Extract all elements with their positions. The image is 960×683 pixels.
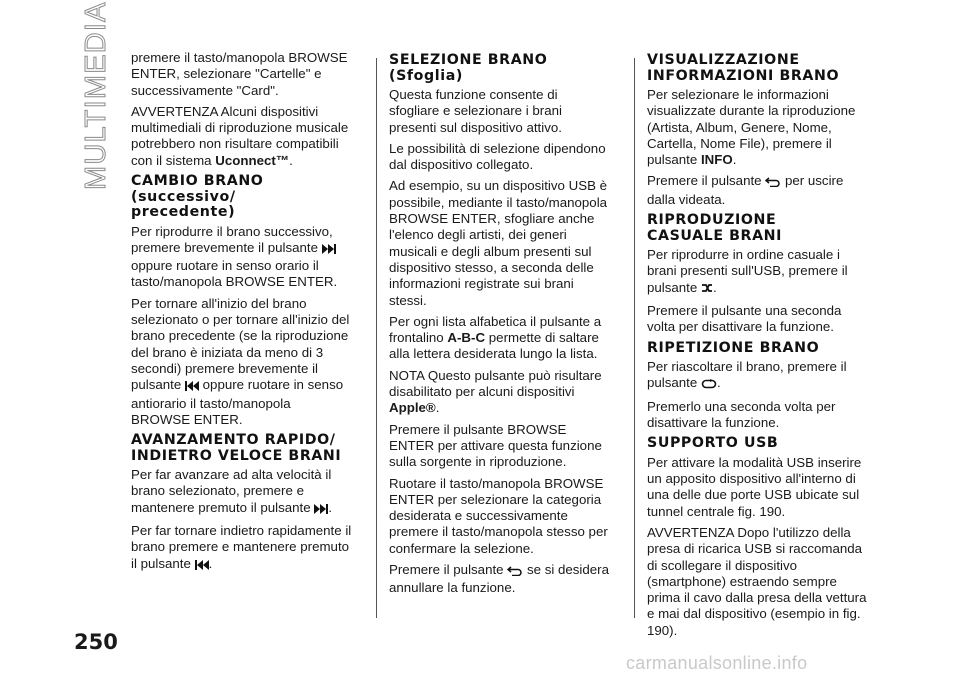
paragraph: Ad esempio, su un dispositivo USB è possibile, mediante il tasto/manopola BROWSE ENTER, sfogliare anche l'elenco degli artisti, dei generi musicali e degli album presenti sul dispositivo stesso, a seconda delle informazioni registrate sui brani stessi. [389, 178, 608, 308]
paragraph: Per tornare all'inizio del brano selezionato o per tornare all'inizio del brano precedente (se la riproduzione del brano è iniziata da meno di 3 secondi) premere brevemente il pulsante oppure ruotare in senso antiorario il tasto/manopola BROWSE ENTER. [131, 295, 350, 427]
paragraph: Per far tornare indietro rapidamente il brano premere e mantenere premuto il pulsante . [131, 523, 353, 574]
info-button-label: INFO [700, 152, 733, 168]
previous-track-icon [185, 379, 199, 395]
back-icon [765, 175, 781, 191]
paragraph: Le possibilità di selezione dipendono dal dispositivo collegato. [389, 140, 606, 173]
uconnect-brand: Uconnect™ [215, 152, 290, 168]
shuffle-icon [701, 282, 713, 298]
previous-track-icon [195, 558, 209, 574]
column-divider [376, 58, 377, 618]
paragraph: Questa funzione consente di sfogliare e selezionare i brani presenti sul dispositivo attivo. [389, 87, 562, 135]
paragraph: Per attivare la modalità USB inserire un apposito dispositivo all'interno di una delle due porte USB ubicate sul tunnel centrale fig. 190. [647, 454, 862, 519]
paragraph: Per ogni lista alfabetica il pulsante a frontalino A-B-C permette di saltare alla lettera desiderata lungo la lista. [389, 313, 602, 362]
heading-ripetizione: RIPETIZIONE BRANO [647, 339, 820, 356]
section-title: MULTIMEDIA [80, 1, 112, 190]
paragraph: premere il tasto/manopola BROWSE ENTER, selezionare "Cartelle" e successivamente "Card". [131, 50, 348, 98]
paragraph: Ruotare il tasto/manopola BROWSE ENTER per selezionare la categoria desiderata e successivamente premere il tasto/manopola stesso per confermare la selezione. [389, 475, 608, 556]
paragraph: Per selezionare le informazioni visualizzate durante la riproduzione (Artista, Album, Genere, Nome, Cartella, Nome File), premere il pulsante INFO. [647, 87, 856, 168]
abc-button-label: A-B-C [447, 330, 486, 346]
heading-riproduzione-casuale: RIPRODUZIONE CASUALE BRANI [647, 212, 783, 244]
paragraph: Per riprodurre il brano successivo, premere brevemente il pulsante oppure ruotare in senso orario il tasto/manopola BROWSE ENTER. [131, 223, 338, 290]
back-icon [507, 564, 523, 580]
paragraph: Premere il pulsante una seconda volta per disattivare la funzione. [647, 302, 842, 335]
paragraph: Per riascoltare il brano, premere il pulsante . [647, 359, 869, 394]
paragraph: Premere il pulsante BROWSE ENTER per attivare questa funzione sulla sorgente in riproduzione. [389, 421, 602, 470]
paragraph: AVVERTENZA Alcuni dispositivi multimediali di riproduzione musicale potrebbero non risultare compatibili con il sistema Uconnect™. [131, 103, 349, 168]
heading-cambio-brano: CAMBIO BRANO (successivo/ precedente) [131, 173, 264, 221]
heading-selezione-brano: SELEZIONE BRANO (Sfoglia) [389, 52, 548, 84]
paragraph: Per far avanzare ad alta velocità il brano selezionato, premere e mantenere premuto il pulsante . [131, 467, 353, 518]
paragraph: AVVERTENZA Dopo l'utilizzo della presa di ricarica USB si raccomanda di scollegare il dispositivo (smartphone) estraendo sempre prima il cavo dalla presa della vettura e mai dal dispositivo (esempio in fig. 190). [647, 524, 867, 638]
paragraph: Premere il pulsante per uscire dalla videata. [647, 173, 844, 207]
heading-visualizzazione: VISUALIZZAZIONE INFORMAZIONI BRANO [647, 52, 840, 84]
paragraph: Premerlo una seconda volta per disattivare la funzione. [647, 398, 836, 430]
paragraph: Per riprodurre in ordine casuale i brani presenti sull'USB, premere il pulsante . [647, 247, 869, 298]
next-track-icon [314, 502, 328, 518]
paragraph: NOTA Questo pulsante può risultare disabilitato per alcuni dispositivi Apple®. [389, 367, 602, 416]
column-3 [647, 50, 869, 644]
apple-brand: Apple® [389, 400, 436, 416]
column-divider [634, 58, 635, 618]
heading-avanzamento: AVANZAMENTO RAPIDO/ INDIETRO VELOCE BRANI [131, 432, 342, 464]
watermark-logo: carmanualsonline.info [626, 653, 808, 673]
page-number: 250 [74, 630, 118, 654]
section-sidebar [78, 1, 114, 190]
heading-supporto-usb: SUPPORTO USB [647, 435, 779, 452]
column-2 [389, 50, 611, 602]
next-track-icon [322, 242, 336, 258]
paragraph: Premere il pulsante se si desidera annullare la funzione. [389, 562, 610, 596]
column-1 [131, 50, 353, 579]
repeat-icon [701, 377, 717, 393]
